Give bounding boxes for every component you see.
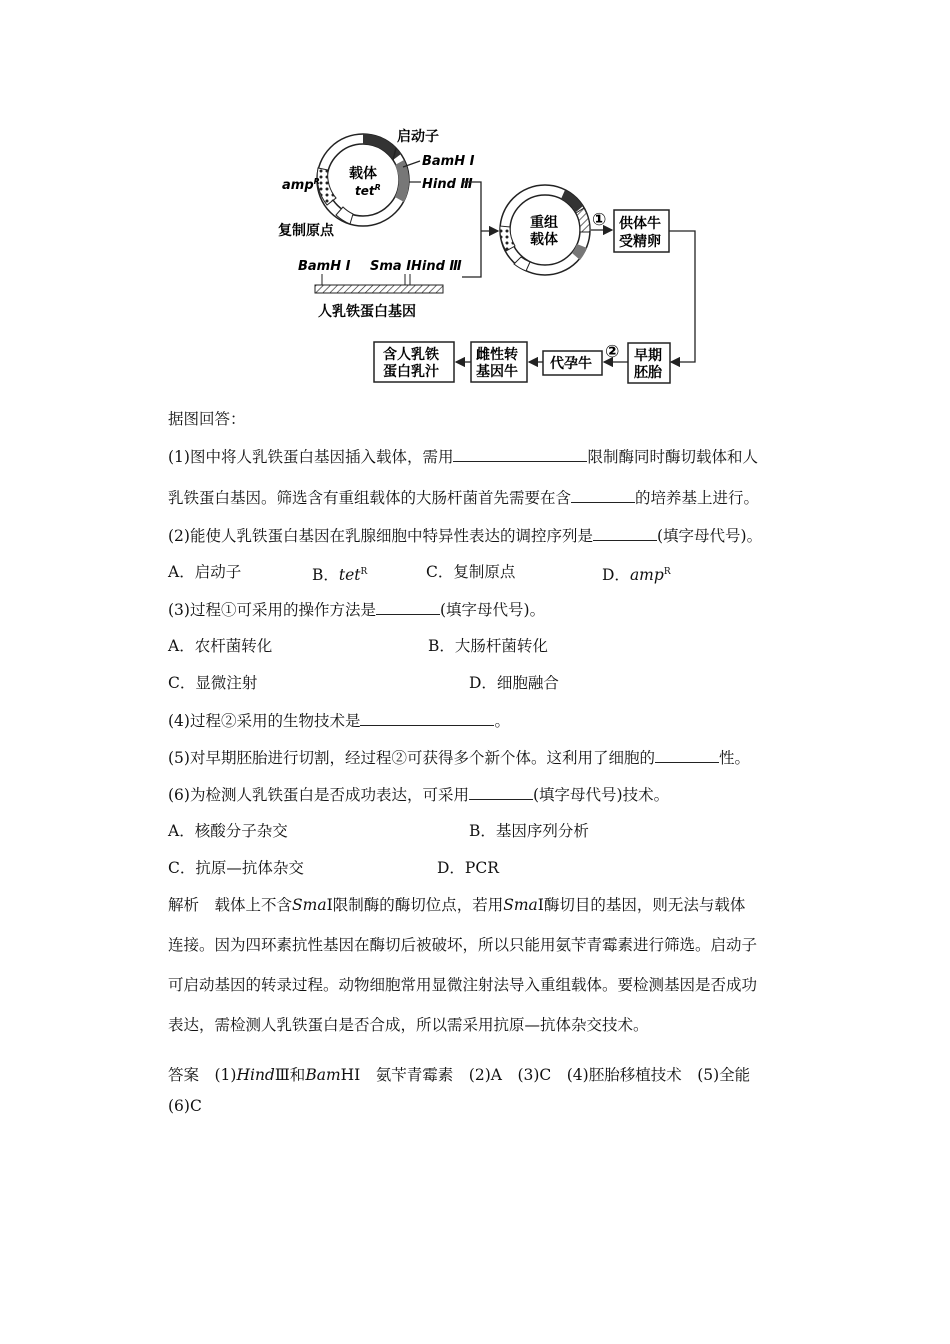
q2-option-a: A．启动子 <box>168 563 242 581</box>
intro: 据图回答： <box>168 410 246 428</box>
q6-option-b: B．基因序列分析 <box>469 822 589 840</box>
explanation-line-1: 解析 载体上不含SmaⅠ限制酶的酶切位点，若用SmaⅠ酶切目的基因，则无法与载体 <box>168 896 746 914</box>
svg-text:供体牛: 供体牛 <box>619 216 661 232</box>
q3-option-b: B．大肠杆菌转化 <box>428 637 548 655</box>
gene-bamhi-label: BamH Ⅰ <box>298 259 351 274</box>
explanation-line-2: 连接。因为四环素抗性基因在酶切后被破坏，所以只能用氨苄青霉素进行筛选。启动子 <box>168 936 758 954</box>
q3-option-c: C．显微注射 <box>168 674 258 692</box>
answer-line-1: 答案 (1)HindⅢ和BamHⅠ 氨苄青霉素 (2)A (3)C (4)胚胎移植技术 (5)全能 <box>168 1066 751 1084</box>
svg-text:受精卵: 受精卵 <box>619 234 661 250</box>
svg-text:蛋白乳汁: 蛋白乳汁 <box>383 364 439 380</box>
answer-line-2: (6)C <box>168 1097 202 1115</box>
q6-option-c: C．抗原—抗体杂交 <box>168 859 304 877</box>
q6-option-d: D．PCR <box>437 859 499 877</box>
answer-blank-5[interactable] <box>360 710 494 726</box>
lactoferrin-milk-box <box>374 342 454 382</box>
answer-blank-7[interactable] <box>469 784 533 800</box>
hindiii-vector-label: Hind Ⅲ <box>422 177 473 192</box>
ampr-segment <box>317 168 336 205</box>
q2-option-c: C．复制原点 <box>426 563 516 581</box>
ampr-label: amp <box>282 178 314 193</box>
gene-hindiii-label: Hind Ⅲ <box>411 259 462 274</box>
svg-text:代孕牛: 代孕牛 <box>550 356 592 372</box>
genetic-engineering-diagram <box>0 0 950 400</box>
answer-blank-1[interactable] <box>453 446 587 462</box>
question-3: (3)过程①可采用的操作方法是 (填字母代号)。 <box>168 601 546 619</box>
question-1-line-1: (1)图中将人乳铁蛋白基因插入载体，需用 限制酶同时酶切载体和人 <box>168 448 758 466</box>
human-lactoferrin-gene <box>298 259 462 320</box>
ori-segment <box>336 207 353 224</box>
early-embryo-box <box>628 343 670 383</box>
answer-blank-3[interactable] <box>593 525 657 541</box>
gene-smai-label: Sma Ⅰ <box>370 259 412 274</box>
promoter-label: 启动子 <box>397 129 439 145</box>
ligation-arrow <box>462 182 498 277</box>
q3-option-a: A．农杆菌转化 <box>168 637 273 655</box>
svg-text:tetR: tet$^R$ <box>355 183 381 198</box>
surrogate-cow-box <box>543 351 602 375</box>
recombinant-vector <box>500 185 590 275</box>
vector-plasmid <box>278 128 475 239</box>
bamhi-vector-label: BamH Ⅰ <box>422 154 475 169</box>
question-4: (4)过程②采用的生物技术是 。 <box>168 712 510 730</box>
transgenic-female-cow-box <box>471 342 527 382</box>
vector-label: 载体 <box>349 166 377 182</box>
explanation-line-3: 可启动基因的转录过程。动物细胞常用显微注射法导入重组载体。要检测基因是否成功 <box>168 976 758 994</box>
question-2: (2)能使人乳铁蛋白基因在乳腺细胞中特异性表达的调控序列是 (填字母代号)。 <box>168 527 763 545</box>
svg-text:含人乳铁: 含人乳铁 <box>383 347 439 363</box>
recombinant-label-1: 重组 <box>530 215 558 231</box>
svg-text:雌性转: 雌性转 <box>476 347 518 363</box>
answer-blank-2[interactable] <box>571 487 635 503</box>
tetr-label: tet <box>355 184 375 198</box>
q2-option-d: D．amp$^R$ <box>602 566 671 585</box>
q6-option-a: A．核酸分子杂交 <box>168 822 288 840</box>
question-6: (6)为检测人乳铁蛋白是否成功表达，可采用 (填字母代号)技术。 <box>168 786 670 804</box>
svg-text:ampR: amp$^R$ <box>282 177 320 193</box>
step-1-label: ① <box>592 210 607 230</box>
svg-text:基因牛: 基因牛 <box>476 364 518 380</box>
q2-option-b: B．tet$^R$ <box>312 566 368 585</box>
gene-label: 人乳铁蛋白基因 <box>318 304 416 320</box>
ori-label: 复制原点 <box>278 223 334 239</box>
answer-blank-6[interactable] <box>655 747 719 763</box>
svg-text:胚胎: 胚胎 <box>634 365 662 381</box>
explanation-line-4: 表达，需检测人乳铁蛋白是否合成，所以需采用抗原—抗体杂交技术。 <box>168 1016 649 1034</box>
donor-fertilized-egg-box <box>614 210 669 252</box>
svg-text:早期: 早期 <box>634 348 662 364</box>
step-2-label: ② <box>605 342 620 362</box>
question-1-line-2: 乳铁蛋白基因。筛选含有重组载体的大肠杆菌首先需要在含 的培养基上进行。 <box>168 489 760 507</box>
answer-blank-4[interactable] <box>376 599 440 615</box>
q3-option-d: D．细胞融合 <box>469 674 559 692</box>
question-5: (5)对早期胚胎进行切割，经过程②可获得多个新个体。这利用了细胞的 性。 <box>168 749 750 767</box>
recombinant-label-2: 载体 <box>530 232 558 248</box>
